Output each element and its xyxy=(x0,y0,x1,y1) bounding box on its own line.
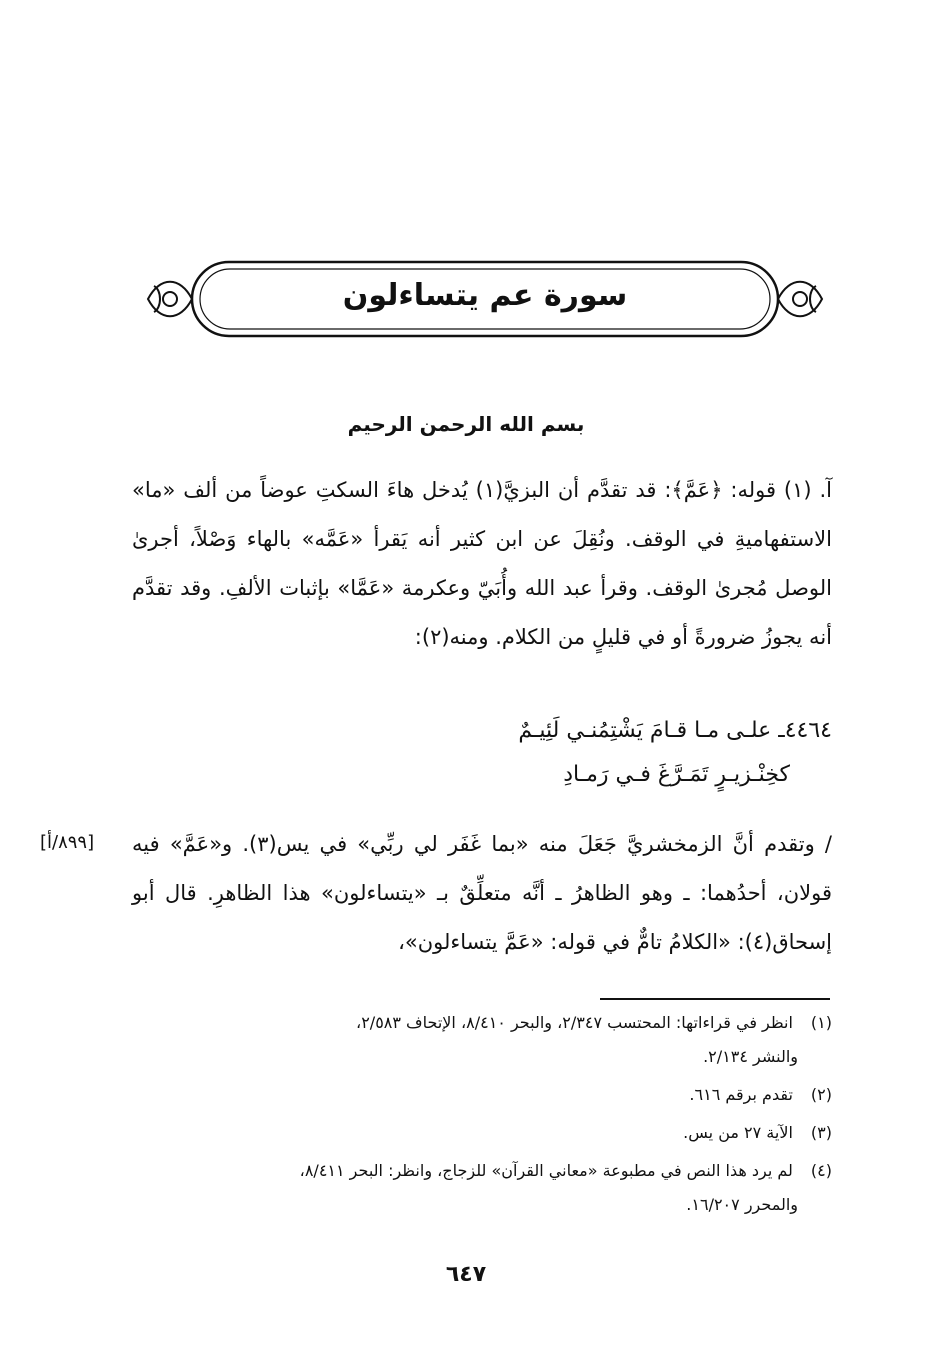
footnote-separator xyxy=(600,998,830,1000)
paragraph-2: / وتقدم أنَّ الزمخشريَّ جَعَلَ منه «بما غَفَر لي ربِّي» في يس(٣). و«عَمَّ» فيه قولان، أحدُهما: ـ وهو الظاهرُ ـ أنَّه متعلِّقٌ بـ «يتساءلون» هذا الظاهرِ. قال أبو إسحاق(٤): «الكلامُ تامٌّ في قوله: «عَمَّ يتساءلون»، xyxy=(132,832,833,954)
footnote-text: انظر في قراءاتها: المحتسب ٢/٣٤٧، والبحر ٨/٤١٠، الإتحاف ٢/٥٨٣، xyxy=(356,1013,793,1032)
surah-title: سورة عم يتساءلون xyxy=(342,278,628,313)
footnote-number: (١) xyxy=(810,1013,832,1032)
footnote-continuation: والمحرر ١٦/٢٠٧. xyxy=(686,1195,798,1214)
footnote-1 xyxy=(132,1006,832,1074)
basmala: بسم الله الرحمن الرحيم xyxy=(347,412,585,436)
poem-line-2: كخِنْـزيـرٍ تَمَـرَّغَ فـي رَمـادِ xyxy=(563,762,790,787)
footnote-text: الآية ٢٧ من يس. xyxy=(683,1123,793,1142)
footnote-2 xyxy=(132,1078,832,1112)
footnote-number: (٣) xyxy=(810,1123,832,1142)
footnote-continuation: والنشر ٢/١٣٤. xyxy=(703,1047,798,1066)
manuscript-reference: [٨٩٩/أ] xyxy=(40,832,95,853)
footnotes xyxy=(132,1006,832,1226)
poem-verse xyxy=(132,718,832,808)
paragraph-1: آ. (١) قوله: ﴿عَمَّ﴾: قد تقدَّم أن البزيَّ(١) يُدخل هاءَ السكتِ عوضاً من ألف «ما» الاستفهاميةِ في الوقف. ونُقِلَ عن ابن كثير أنه يَقرأ «عَمَّه» بالهاء وَصْلاً، أجرىٰ الوصل مُجرىٰ الوقف. وقرأ عبد الله وأُبَيّ وعكرمة «عَمَّا» بإثبات الألفِ. وقد تقدَّم أنه يجوزُ ضرورةً أو في قليلٍ من الكلام. ومنه(٢): xyxy=(132,478,832,649)
footnote-text: لم يرد هذا النص في مطبوعة «معاني القرآن» للزجاج، وانظر: البحر ٨/٤١١، xyxy=(299,1161,793,1180)
footnote-text: تقدم برقم ٦١٦. xyxy=(689,1085,793,1104)
footnote-number: (٤) xyxy=(810,1161,832,1180)
footnote-4 xyxy=(132,1154,832,1222)
poem-line-1: ٤٤٦٤ـ علـى مـا قـامَ يَشْتِمُنـي لَئِيـمٌ xyxy=(518,718,832,743)
page-number: ٦٤٧ xyxy=(445,1262,487,1287)
footnote-number: (٢) xyxy=(810,1085,832,1104)
surah-title-frame xyxy=(140,256,830,342)
footnote-3 xyxy=(132,1116,832,1150)
